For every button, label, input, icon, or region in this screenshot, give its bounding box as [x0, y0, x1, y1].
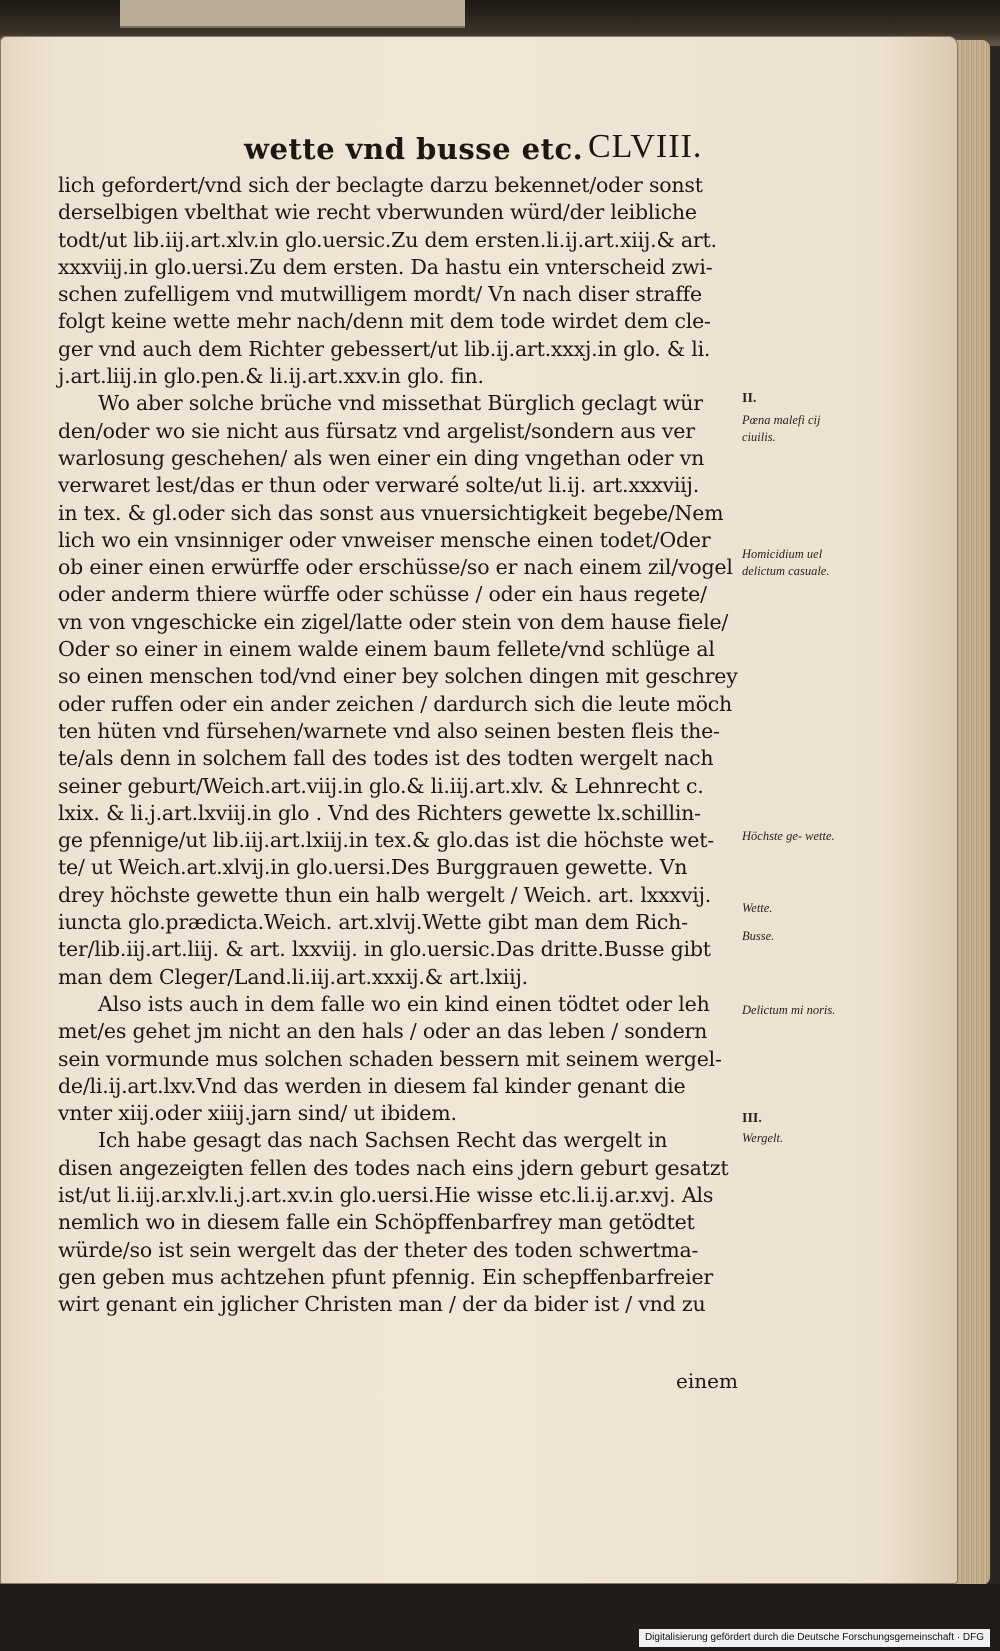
text-line: lxix. & li.j.art.lxviij.in glo . Vnd des Richters gewette lx.schillin- — [58, 800, 701, 825]
text-line: ger vnd auch dem Richter gebessert/ut lib.ij.art.xxxj.in glo. & li. — [58, 336, 711, 361]
text-line: folgt keine wette mehr nach/denn mit dem tode wirdet dem cle- — [58, 309, 711, 334]
text-line: sein vormunde mus solchen schaden bessern mit seinem wergel- — [58, 1046, 722, 1071]
text-line: Wo aber solche brüche vnd missethat Bürglich geclagt wür — [98, 391, 703, 416]
margin-note-hoechste-gewette: Höchste ge- wette. — [742, 829, 835, 843]
text-line: ter/lib.iij.art.liij. & art. lxxviij. in glo.uersic.Das dritte.Busse gibt — [58, 937, 711, 962]
text-line: ten hüten vnd fürsehen/warnete vnd also seinen besten fleis the- — [58, 718, 720, 743]
text-line: lich gefordert/vnd sich der beclagte darzu bekennet/oder sonst — [58, 173, 703, 197]
text-line: de/li.ij.art.lxv.Vnd das werden in diesem fal kinder genant die — [58, 1073, 686, 1098]
text-line: in tex. & gl.oder sich das sonst aus vnuersichtigkeit begebe/Nem — [58, 500, 724, 525]
margin-note-homicidium: Homicidium uel delictum casuale. — [742, 547, 830, 578]
text-line: gen geben mus achtzehen pfunt pfennig. Ein schepffenbarfreier — [58, 1264, 714, 1289]
text-line: so einen menschen tod/vnd einer bey solchen dingen mit geschrey — [58, 664, 738, 689]
text-line: Also ists auch in dem falle wo ein kind einen tödtet oder leh — [98, 991, 710, 1016]
dfg-credit: Digitalisierung gefördert durch die Deutsche Forschungsgemeinschaft · DFG — [639, 1629, 990, 1647]
margin-note-busse: Busse. — [742, 929, 775, 943]
margin-note-wergelt: Wergelt. — [742, 1131, 784, 1145]
folio-number: CLVIII. — [588, 128, 703, 165]
text-line: ist/ut li.iij.ar.xlv.li.j.art.xv.in glo.uersi.Hie wisse etc.li.ij.ar.xvj. Als — [58, 1182, 714, 1207]
text-line: warlosung geschehen/ als wen einer ein ding vngethan oder vn — [58, 445, 705, 470]
text-line: würde/so ist sein wergelt das der theter des toden schwertma- — [58, 1237, 699, 1262]
text-line: drey höchste gewette thun ein halb wergelt / Weich. art. lxxxvij. — [58, 882, 712, 907]
text-line: te/als denn in solchem fall des todes ist des todten wergelt nach — [58, 746, 714, 771]
text-line: ge pfennige/ut lib.iij.art.lxiij.in tex.& glo.das ist die höchste wet- — [58, 828, 714, 853]
margin-note-section-3: III. — [742, 1111, 762, 1126]
text-line: todt/ut lib.iij.art.xlv.in glo.uersic.Zu dem ersten.li.ij.art.xiij.& art. — [58, 227, 717, 252]
text-line: verwaret lest/das er thun oder verwaré solte/ut li.ij. art.xxxviij. — [58, 473, 700, 498]
text-line: lich wo ein vnsinniger oder vnweiser mensche einen todet/Oder — [58, 527, 711, 552]
text-line: vnter xiij.oder xiiij.jarn sind/ ut ibidem. — [58, 1101, 457, 1126]
margin-note-section-2: II. — [742, 391, 757, 406]
text-line: man dem Cleger/Land.li.iij.art.xxxij.& art.lxiij. — [58, 964, 528, 989]
text-line: Oder so einer in einem walde einem baum fellete/vnd schlüge al — [58, 637, 715, 662]
binding-strap — [120, 0, 465, 28]
text-line: oder anderm thiere würffe oder schüsse / oder ein haus regete/ — [58, 582, 707, 607]
text-line: j.art.liij.in glo.pen.& li.ij.art.xxv.in glo. fin. — [58, 364, 484, 389]
text-line: te/ ut Weich.art.xlvij.in glo.uersi.Des Burggrauen gewette. Vn — [58, 855, 688, 880]
catchword: einem — [676, 1369, 738, 1393]
text-line: seiner geburt/Weich.art.viij.in glo.& li.iij.art.xlv. & Lehnrecht c. — [58, 773, 704, 798]
text-line: xxxviij.in glo.uersi.Zu dem ersten. Da hastu ein vnterscheid zwi- — [58, 254, 713, 279]
body-text-block — [58, 172, 738, 1318]
text-line: iuncta glo.prædicta.Weich. art.xlvij.Wette gibt man dem Rich- — [58, 910, 688, 935]
text-line: nemlich wo in diesem falle ein Schöpffenbarfrey man getödtet — [58, 1210, 695, 1235]
margin-note-poena: Pœna malefi cij ciuilis. — [742, 413, 821, 444]
text-line: derselbigen vbelthat wie recht vberwunden würd/der leibliche — [58, 200, 697, 225]
text-line: vn von vngeschicke ein zigel/latte oder stein von dem hause fiele/ — [58, 609, 729, 634]
margin-note-delictum-minoris: Delictum mi noris. — [742, 1003, 836, 1017]
text-line: schen zufelligem vnd mutwilligem mordt/ Vn nach diser straffe — [58, 282, 702, 307]
text-line: wirt genant ein jglicher Christen man / der da bider ist / vnd zu — [58, 1292, 706, 1317]
text-line: ob einer einen erwürffe oder erschüsse/so er nach einem zil/vogel — [58, 555, 733, 580]
scan-bottom-band — [0, 1584, 1000, 1651]
text-line: oder ruffen oder ein ander zeichen / dardurch sich die leute möch — [58, 691, 733, 716]
text-line: den/oder wo sie nicht aus fürsatz vnd argelist/sondern aus ver — [58, 418, 695, 443]
running-head: wette vnd busse etc. — [244, 132, 584, 166]
text-line: Ich habe gesagt das nach Sachsen Recht das wergelt in — [98, 1128, 668, 1153]
text-line: met/es gehet jm nicht an den hals / oder an das leben / sondern — [58, 1019, 708, 1044]
margin-note-wette: Wette. — [742, 901, 773, 915]
text-line: disen angezeigten fellen des todes nach eins jdern geburt gesatzt — [58, 1155, 729, 1180]
